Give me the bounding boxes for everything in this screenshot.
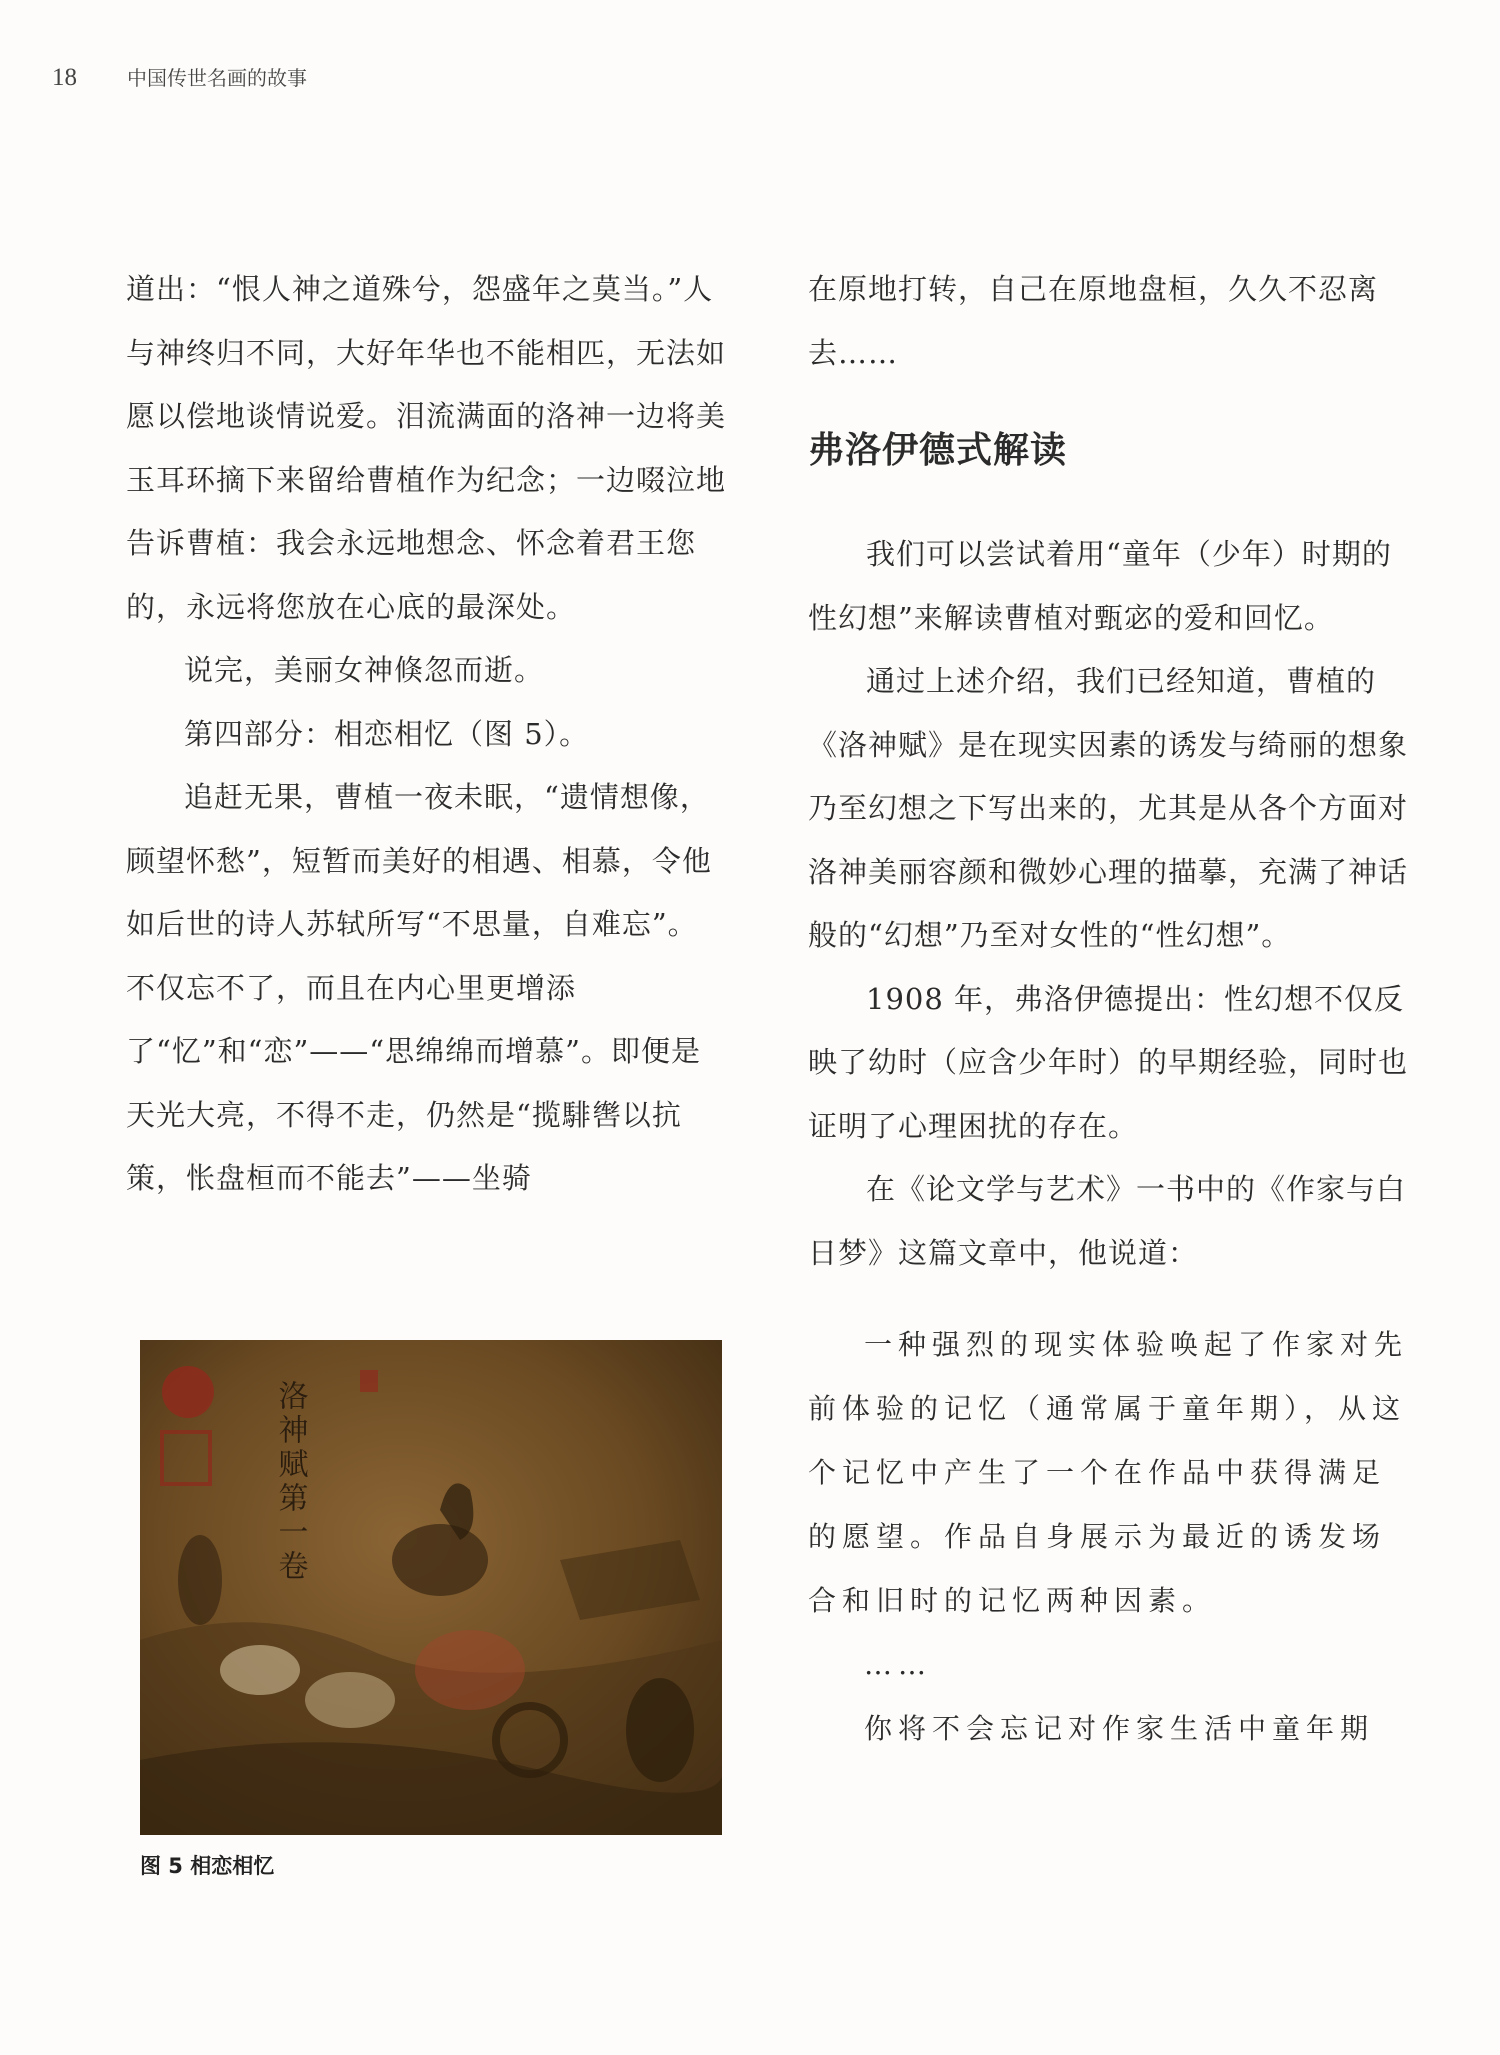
paragraph: 1908 年，弗洛伊德提出：性幻想不仅反映了幼时（应含少年时）的早期经验，同时也证明了心理困扰的存在。 xyxy=(808,981,1409,1143)
paragraph: 说完，美丽女神倏忽而逝。 xyxy=(184,653,545,687)
block-quote: 一种强烈的现实体验唤起了作家对先前体验的记忆（通常属于童年期），从这个记忆中产生了一个在作品中获得满足的愿望。作品自身展示为最近的诱发场合和旧时的记忆两种因素。 xyxy=(808,1328,1409,1617)
quote-ellipsis: …… xyxy=(864,1648,932,1681)
paragraph: 道出：“恨人神之道殊兮，怨盛年之莫当。”人与神终归不同，大好年华也不能相匹，无法如愿以偿地谈情说爱。泪流满面的洛神一边将美玉耳环摘下来留给曹植作为纪念；一边啜泣地告诉曹植：我会永远地想念、怀念着君王您的，永远将您放在心底的最深处。 xyxy=(126,272,727,624)
paragraph: 在《论文学与艺术》一书中的《作家与白日梦》这篇文章中，他说道： xyxy=(808,1172,1407,1270)
paragraph: 追赶无果，曹植一夜未眠，“遗情想像，顾望怀愁”，短暂而美好的相遇、相慕，令他如后世的诗人苏轼所写“不思量，自难忘”。不仅忘不了，而且在内心里更增添了“忆”和“恋”——“思绵绵而增慕”。即便是天光大亮，不得不走，仍然是“揽騑辔以抗策，怅盘桓而不能去”——坐骑 xyxy=(126,780,712,1195)
paragraph: 在原地打转，自己在原地盘桓，久久不忍离去…… xyxy=(808,272,1379,370)
paragraph: 第四部分：相恋相忆（图 5）。 xyxy=(184,716,590,751)
page-header xyxy=(52,62,307,92)
paragraph: 通过上述介绍，我们已经知道，曹植的《洛神赋》是在现实因素的诱发与绮丽的想象乃至幻想之下写出来的，尤其是从各个方面对洛神美丽容颜和微妙心理的描摹，充满了神话般的“幻想”乃至对女性的“性幻想”。 xyxy=(808,664,1409,952)
book-title: 中国传世名画的故事 xyxy=(127,66,307,90)
left-column xyxy=(126,258,726,1211)
page-number: 18 xyxy=(52,64,77,91)
figure-caption: 图 5 相恋相忆 xyxy=(140,1854,275,1878)
painting-inscription: 洛神赋第一卷 xyxy=(272,1380,308,1584)
section-heading: 弗洛伊德式解读 xyxy=(808,430,1068,471)
painting-image xyxy=(140,1340,722,1835)
right-column xyxy=(808,258,1408,1761)
paragraph: 我们可以尝试着用“童年（少年）时期的性幻想”来解读曹植对甄宓的爱和回忆。 xyxy=(808,537,1392,635)
block-quote-continuation: 你将不会忘记对作家生活中童年期 xyxy=(864,1712,1375,1745)
